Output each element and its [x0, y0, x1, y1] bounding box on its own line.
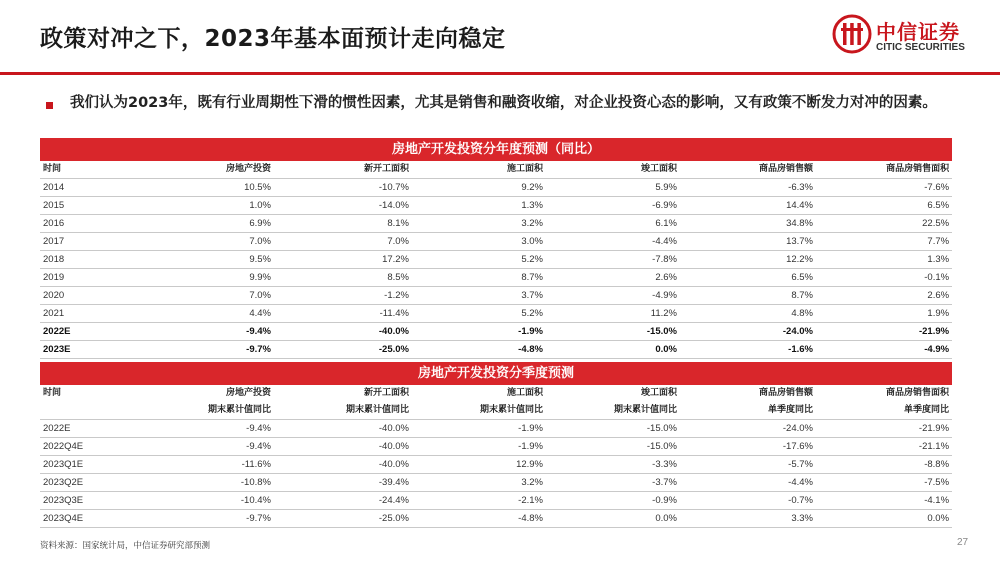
- table-cell: 8.1%: [274, 215, 412, 233]
- table-cell: -24.4%: [274, 492, 412, 510]
- table-title-band: [40, 362, 952, 385]
- table-row: [40, 492, 952, 510]
- table-cell: -11.6%: [146, 456, 274, 474]
- table-header-row: [40, 385, 952, 402]
- table-cell: -1.2%: [274, 287, 412, 305]
- table-cell: -2.1%: [412, 492, 546, 510]
- table-cell: 12.2%: [680, 251, 816, 269]
- column-subheader: 期末累计值同比: [207, 405, 271, 415]
- table-cell: 7.0%: [146, 233, 274, 251]
- row-label: 2022E: [40, 323, 146, 341]
- table-title: 房地产开发投资分年度预测（同比）: [40, 138, 952, 161]
- table-cell: -4.8%: [412, 341, 546, 359]
- table-cell: -40.0%: [274, 438, 412, 456]
- table-cell: -24.0%: [680, 420, 816, 438]
- intro-text: 我们认为2023年，既有行业周期性下滑的惯性因素，尤其是销售和融资收缩，对企业投资心态的影响，又有政策不断发力对冲的因素。: [70, 95, 937, 111]
- table-cell: -0.9%: [546, 492, 680, 510]
- column-header: 新开工面积: [363, 388, 409, 398]
- table-cell: -9.7%: [146, 510, 274, 528]
- table-row: [40, 438, 952, 456]
- table-cell: 14.4%: [680, 197, 816, 215]
- row-label: 2014: [40, 179, 146, 197]
- table-row: [40, 474, 952, 492]
- table-cell: 8.5%: [274, 269, 412, 287]
- table-row: [40, 197, 952, 215]
- table-cell: 3.2%: [412, 215, 546, 233]
- table-cell: 6.5%: [816, 197, 952, 215]
- table-cell: -7.8%: [546, 251, 680, 269]
- row-label: 2021: [40, 305, 146, 323]
- table-cell: -40.0%: [274, 420, 412, 438]
- column-header: 竣工面积: [640, 388, 677, 398]
- table-cell: 9.2%: [412, 179, 546, 197]
- table-cell: -17.6%: [680, 438, 816, 456]
- column-subheader: 期末累计值同比: [345, 405, 409, 415]
- table-row: [40, 233, 952, 251]
- table-cell: 10.5%: [146, 179, 274, 197]
- column-header: 竣工面积: [640, 164, 677, 174]
- table-cell: -8.8%: [816, 456, 952, 474]
- row-label: 2020: [40, 287, 146, 305]
- table-cell: 11.2%: [546, 305, 680, 323]
- column-subheader: [40, 402, 146, 420]
- table-cell: -10.4%: [146, 492, 274, 510]
- table-row: [40, 456, 952, 474]
- row-label: 2019: [40, 269, 146, 287]
- table-cell: -1.6%: [680, 341, 816, 359]
- table-cell: 3.7%: [412, 287, 546, 305]
- page-number: 27: [957, 537, 969, 548]
- table-cell: -25.0%: [274, 341, 412, 359]
- row-label: 2018: [40, 251, 146, 269]
- table-row: [40, 305, 952, 323]
- table-subheader-row: [40, 402, 952, 420]
- table-cell: 12.9%: [412, 456, 546, 474]
- table-cell: 9.9%: [146, 269, 274, 287]
- table-row: [40, 179, 952, 197]
- table-cell: 9.5%: [146, 251, 274, 269]
- logo-chinese-name: 中信证券: [876, 20, 960, 44]
- table-cell: 7.7%: [816, 233, 952, 251]
- table-cell: 0.0%: [546, 341, 680, 359]
- table-cell: -39.4%: [274, 474, 412, 492]
- annual-forecast-table: [40, 138, 952, 359]
- table-cell: 5.2%: [412, 305, 546, 323]
- table-cell: -15.0%: [546, 438, 680, 456]
- table-cell: 3.0%: [412, 233, 546, 251]
- column-subheader: 期末累计值同比: [479, 405, 543, 415]
- column-header: 商品房销售面积: [886, 388, 950, 398]
- row-label: 2016: [40, 215, 146, 233]
- row-label: 2017: [40, 233, 146, 251]
- column-header: 时间: [43, 388, 62, 398]
- table-cell: 17.2%: [274, 251, 412, 269]
- table-cell: -40.0%: [274, 323, 412, 341]
- table-cell: 8.7%: [680, 287, 816, 305]
- column-header: 施工面积: [506, 164, 543, 174]
- table-row: [40, 251, 952, 269]
- table-cell: -9.7%: [146, 341, 274, 359]
- table-cell: -6.9%: [546, 197, 680, 215]
- table-cell: -15.0%: [546, 323, 680, 341]
- row-label: 2023Q4E: [40, 510, 146, 528]
- table-cell: -21.9%: [816, 420, 952, 438]
- table-cell: 13.7%: [680, 233, 816, 251]
- column-header: 新开工面积: [363, 164, 409, 174]
- table-cell: 4.8%: [680, 305, 816, 323]
- table-cell: -5.7%: [680, 456, 816, 474]
- table-cell: 1.9%: [816, 305, 952, 323]
- column-subheader: 单季度同比: [904, 405, 950, 415]
- table-cell: 2.6%: [546, 269, 680, 287]
- table-row: [40, 341, 952, 359]
- citic-logo-icon: [832, 14, 872, 54]
- table-cell: -9.4%: [146, 438, 274, 456]
- table-cell: -6.3%: [680, 179, 816, 197]
- table-cell: 2.6%: [816, 287, 952, 305]
- table-row: [40, 510, 952, 528]
- title-divider: [0, 72, 1000, 75]
- table-cell: -4.1%: [816, 492, 952, 510]
- table-cell: -3.3%: [546, 456, 680, 474]
- table-cell: 7.0%: [146, 287, 274, 305]
- table-cell: -1.9%: [412, 438, 546, 456]
- table-cell: -9.4%: [146, 323, 274, 341]
- table-cell: 0.0%: [546, 510, 680, 528]
- table-cell: 7.0%: [274, 233, 412, 251]
- table-row: [40, 323, 952, 341]
- source-note: 资料来源：国家统计局，中信证券研究部预测: [40, 541, 211, 551]
- table-cell: 6.5%: [680, 269, 816, 287]
- table-cell: 5.2%: [412, 251, 546, 269]
- table-cell: -4.4%: [680, 474, 816, 492]
- table-cell: -3.7%: [546, 474, 680, 492]
- table-cell: -14.0%: [274, 197, 412, 215]
- table-row: [40, 287, 952, 305]
- table-cell: -7.6%: [816, 179, 952, 197]
- bullet-icon: [46, 102, 53, 109]
- table-cell: -4.9%: [816, 341, 952, 359]
- table-cell: -4.8%: [412, 510, 546, 528]
- table-title-band: [40, 138, 952, 161]
- column-header: 房地产投资: [225, 164, 271, 174]
- table-cell: 1.3%: [412, 197, 546, 215]
- column-header: 商品房销售额: [758, 388, 813, 398]
- table-cell: -25.0%: [274, 510, 412, 528]
- table-cell: 34.8%: [680, 215, 816, 233]
- table-cell: 1.0%: [146, 197, 274, 215]
- table-cell: -1.9%: [412, 420, 546, 438]
- quarterly-forecast-table: [40, 362, 952, 528]
- table-cell: -7.5%: [816, 474, 952, 492]
- column-header: 施工面积: [506, 388, 543, 398]
- row-label: 2023E: [40, 341, 146, 359]
- column-header: 商品房销售面积: [886, 164, 950, 174]
- table-cell: 22.5%: [816, 215, 952, 233]
- table-cell: -0.1%: [816, 269, 952, 287]
- table-cell: -4.9%: [546, 287, 680, 305]
- table-cell: -1.9%: [412, 323, 546, 341]
- table-cell: 3.2%: [412, 474, 546, 492]
- table-row: [40, 420, 952, 438]
- table-cell: -21.1%: [816, 438, 952, 456]
- row-label: 2015: [40, 197, 146, 215]
- table-header-row: [40, 161, 952, 179]
- table-cell: 8.7%: [412, 269, 546, 287]
- table-cell: -10.7%: [274, 179, 412, 197]
- slide-title: 政策对冲之下，2023年基本面预计走向稳定: [40, 26, 506, 52]
- table-cell: 6.9%: [146, 215, 274, 233]
- row-label: 2022E: [40, 420, 146, 438]
- table-cell: -15.0%: [546, 420, 680, 438]
- column-subheader: 期末累计值同比: [613, 405, 677, 415]
- table-cell: -0.7%: [680, 492, 816, 510]
- table-cell: -24.0%: [680, 323, 816, 341]
- column-header: 房地产投资: [225, 388, 271, 398]
- citic-logo: [832, 14, 982, 58]
- table-cell: -11.4%: [274, 305, 412, 323]
- row-label: 2023Q2E: [40, 474, 146, 492]
- table-cell: 1.3%: [816, 251, 952, 269]
- table-cell: -10.8%: [146, 474, 274, 492]
- table-row: [40, 215, 952, 233]
- table-cell: 5.9%: [546, 179, 680, 197]
- table-cell: -21.9%: [816, 323, 952, 341]
- table-cell: 3.3%: [680, 510, 816, 528]
- table-row: [40, 269, 952, 287]
- table-cell: -4.4%: [546, 233, 680, 251]
- row-label: 2022Q4E: [40, 438, 146, 456]
- column-header: 时间: [43, 164, 62, 174]
- table-cell: 4.4%: [146, 305, 274, 323]
- column-subheader: 单季度同比: [767, 405, 813, 415]
- table-cell: -9.4%: [146, 420, 274, 438]
- table-cell: 0.0%: [816, 510, 952, 528]
- table-cell: -40.0%: [274, 456, 412, 474]
- row-label: 2023Q1E: [40, 456, 146, 474]
- table-cell: 6.1%: [546, 215, 680, 233]
- column-header: 商品房销售额: [758, 164, 813, 174]
- logo-english-name: CITIC SECURITIES: [876, 42, 965, 53]
- row-label: 2023Q3E: [40, 492, 146, 510]
- table-title: 房地产开发投资分季度预测: [40, 362, 952, 385]
